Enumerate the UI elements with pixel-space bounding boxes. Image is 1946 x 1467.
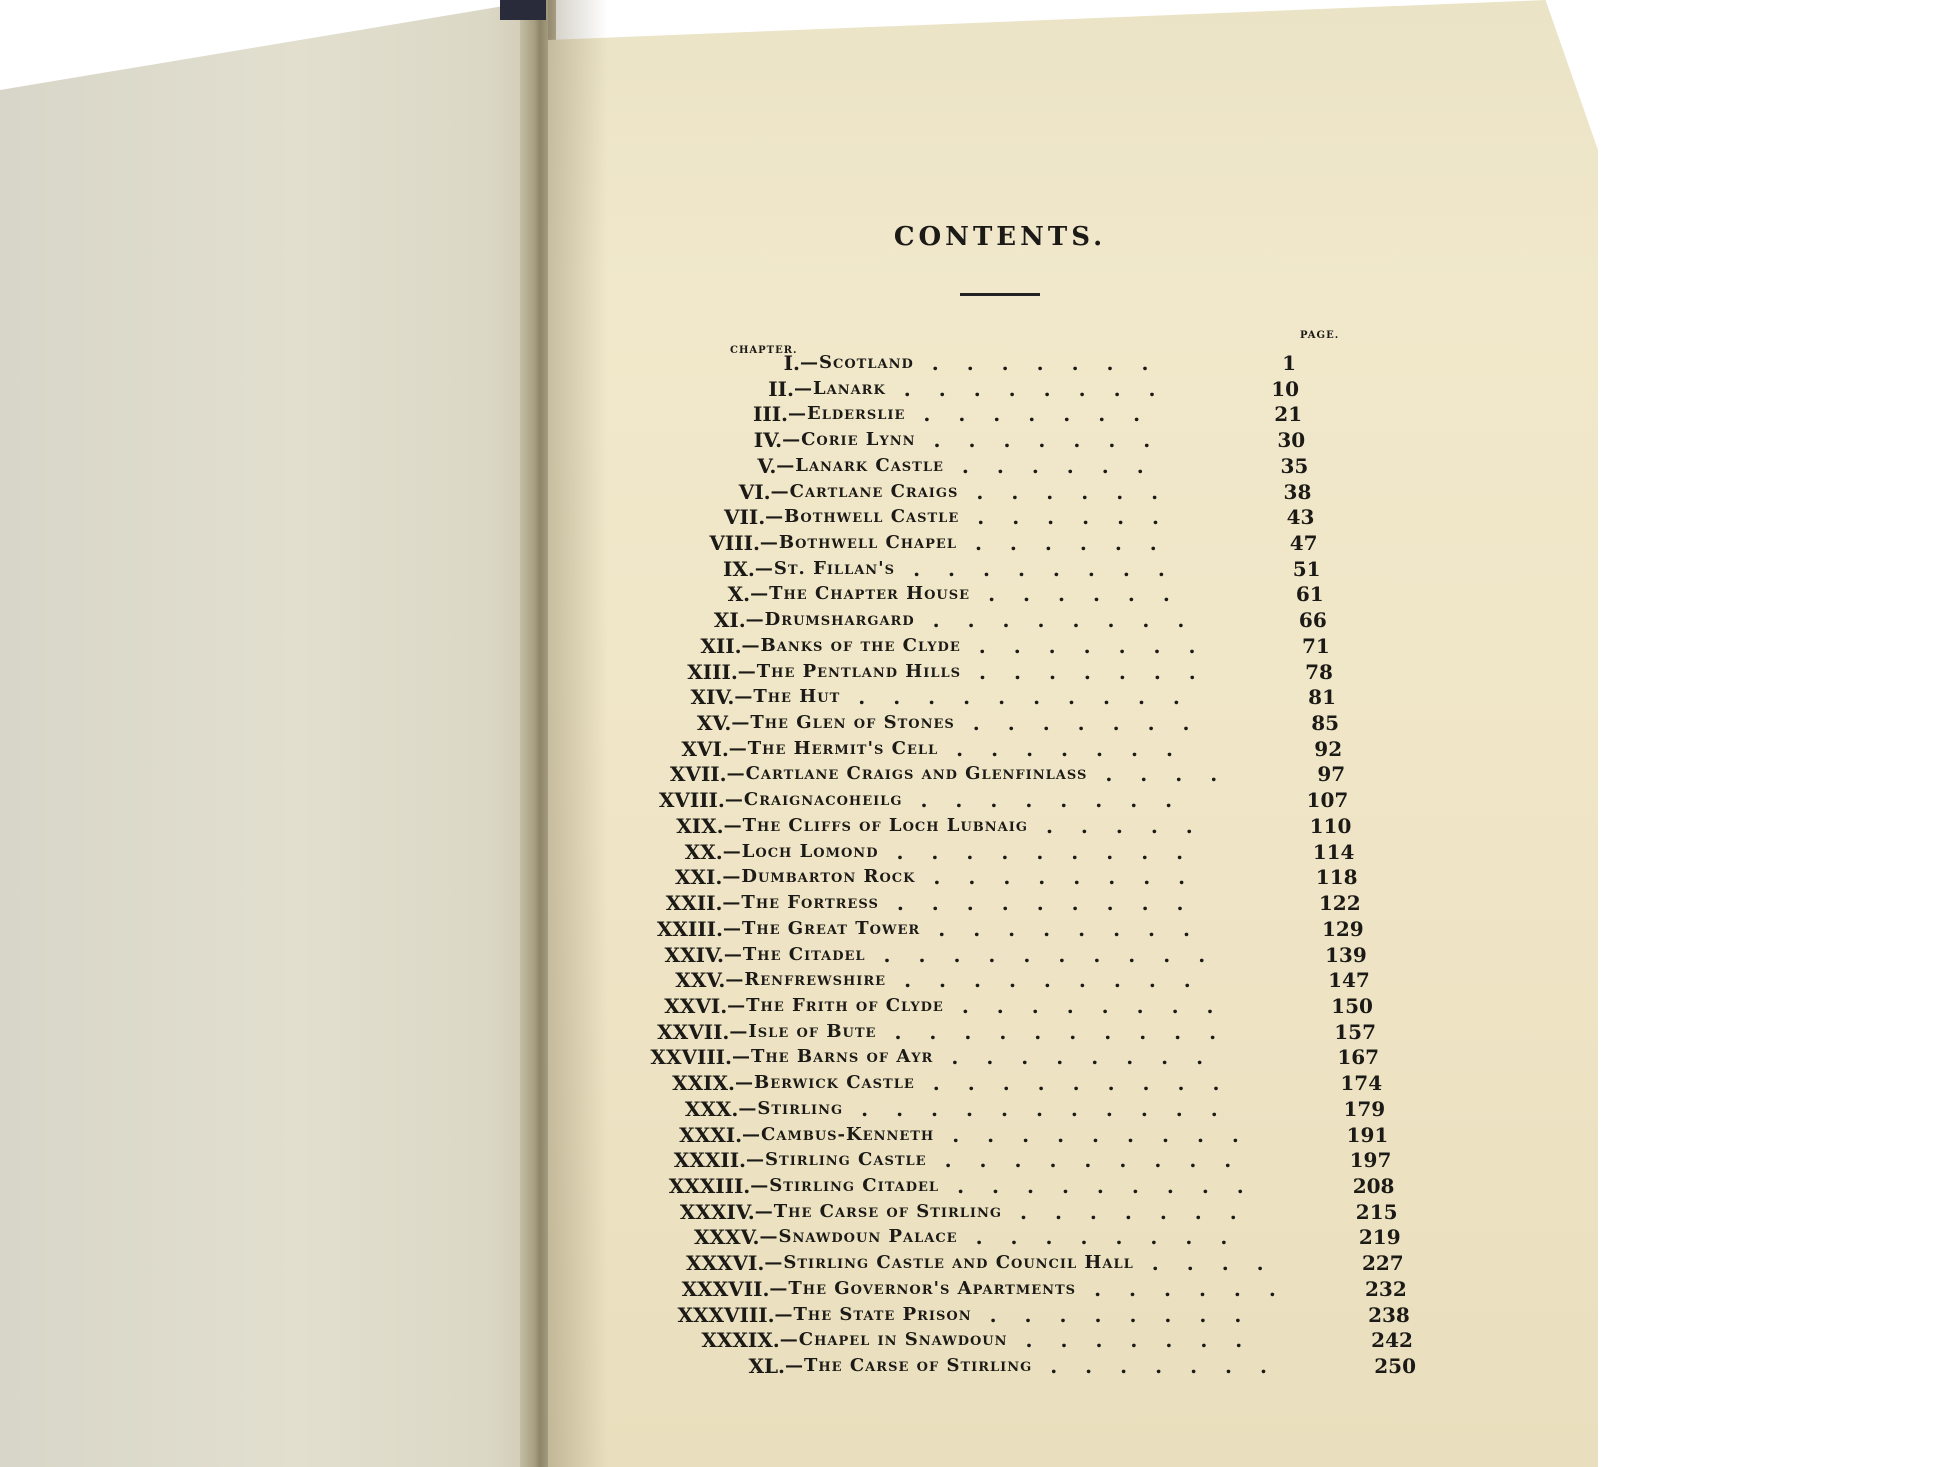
toc-entry (0, 1353, 1946, 1379)
chapter-number: XXXII. (673, 1148, 747, 1173)
page-number: 35 (1280, 453, 1309, 478)
toc-entry (0, 761, 1946, 787)
page-number: 219 (1358, 1225, 1401, 1250)
toc-entry (0, 1302, 1946, 1328)
chapter-number: XXVI. (664, 993, 728, 1018)
chapter-title: —Stirling (738, 1097, 844, 1119)
page-number: 227 (1361, 1251, 1404, 1276)
page-number: 197 (1349, 1148, 1392, 1173)
toc-entry (0, 376, 1946, 402)
chapter-number: XXV. (675, 968, 726, 993)
toc-entry (0, 787, 1946, 813)
toc-entry (0, 813, 1946, 839)
toc-entry (0, 479, 1946, 505)
page-number: 242 (1371, 1328, 1413, 1353)
toc-entry (0, 1224, 1946, 1250)
page-number: 81 (1308, 685, 1336, 710)
chapter-number: XVII. (669, 762, 727, 787)
chapter-number: IV. (753, 428, 783, 453)
chapter-title: —Lanark (793, 377, 886, 399)
page-number: 191 (1346, 1122, 1389, 1147)
leader-dots: ...... (988, 582, 1198, 607)
chapter-title: —The Hermit's Cell (728, 737, 939, 759)
chapter-number: II. (768, 376, 794, 401)
page-number: 107 (1306, 788, 1349, 813)
chapter-number: XXXV. (693, 1225, 760, 1250)
chapter-title: —Berwick Castle (735, 1072, 915, 1094)
toc-entry (0, 916, 1946, 942)
toc-entry (0, 401, 1946, 427)
chapter-number: XXXIII. (668, 1173, 751, 1198)
toc-entry (0, 1199, 1946, 1225)
page-number: 174 (1340, 1071, 1383, 1096)
chapter-title: —St. Fillan's (754, 557, 896, 579)
chapter-number: XXIV. (664, 942, 724, 967)
chapter-number: XXXVI. (685, 1251, 765, 1276)
toc-entry (0, 1250, 1946, 1276)
page-number: 71 (1302, 633, 1330, 658)
chapter-number: VIII. (709, 531, 760, 556)
leader-dots: ....... (956, 736, 1201, 761)
toc-entry (0, 607, 1946, 633)
leader-dots: ......... (952, 1122, 1267, 1147)
chapter-title: —Stirling Castle and Council Hall (764, 1252, 1134, 1274)
chapter-number: VII. (723, 505, 766, 530)
chapter-number: XXVII. (657, 1019, 730, 1044)
leader-dots: ....... (923, 402, 1169, 427)
chapter-title: —Chapel in Snawdoun (779, 1329, 1008, 1351)
page-column-header: PAGE. (1300, 330, 1340, 341)
chapter-number: V. (757, 453, 777, 478)
chapter-title: —Lanark Castle (776, 454, 944, 476)
page-number: 66 (1298, 608, 1327, 633)
page-number: 1 (1282, 351, 1296, 375)
chapter-number: XXI. (675, 865, 723, 890)
chapter-number: XV. (696, 711, 732, 736)
chapter-number: XIII. (687, 659, 738, 684)
chapter-number: XXXIV. (679, 1199, 755, 1224)
leader-dots: ........... (861, 1096, 1246, 1121)
leader-dots: ...... (1094, 1276, 1304, 1301)
chapter-title: —The Citadel (723, 943, 866, 965)
leader-dots: ....... (972, 711, 1218, 736)
toc-entry (0, 1173, 1946, 1199)
chapter-title: —Snawdoun Palace (759, 1226, 958, 1248)
page-number: 47 (1289, 531, 1318, 556)
chapter-number: XII. (700, 633, 742, 658)
chapter-title: —Cartlane Craigs (770, 480, 959, 502)
page-number: 78 (1305, 659, 1333, 684)
chapter-title: —Dumbarton Rock (722, 866, 916, 888)
page-number: 118 (1315, 865, 1358, 890)
leader-dots: ..... (1045, 813, 1221, 838)
chapter-title: —The Glen of Stones (731, 712, 955, 734)
page-number: 92 (1314, 736, 1343, 761)
leader-dots: ....... (979, 659, 1224, 684)
chapter-title: —Banks of the Clyde (741, 634, 961, 656)
toc-entry (0, 453, 1946, 479)
leader-dots: ........ (933, 865, 1214, 890)
chapter-number: XX. (684, 839, 723, 864)
page-number: 21 (1274, 402, 1303, 427)
toc-entry (0, 427, 1946, 453)
chapter-number: XVIII. (658, 788, 725, 813)
page-number: 215 (1355, 1199, 1398, 1224)
chapter-title: —Isle of Bute (729, 1020, 877, 1042)
chapter-title: —The Carse of Stirling (754, 1200, 1002, 1222)
toc-entry (0, 1070, 1946, 1096)
leader-dots: ......... (896, 839, 1212, 864)
toc-entry (0, 1122, 1946, 1148)
toc-entry (0, 736, 1946, 762)
page-number: 139 (1325, 942, 1367, 967)
chapter-title: —The Chapter House (750, 583, 971, 605)
chapter-title: —Stirling Citadel (750, 1174, 940, 1196)
chapter-number: XL. (748, 1354, 785, 1378)
page-number: 238 (1368, 1302, 1410, 1327)
chapter-number: XXXIX. (701, 1328, 780, 1353)
page-number: 110 (1309, 813, 1352, 838)
chapter-title: —The Barns of Ayr (732, 1046, 934, 1068)
toc-entry (0, 967, 1946, 993)
toc-entry (0, 504, 1946, 530)
leader-dots: ........ (913, 556, 1193, 581)
chapter-title: —The Fortress (722, 892, 879, 914)
leader-dots: ........ (903, 376, 1184, 401)
chapter-title: —Drumshargard (745, 609, 915, 631)
toc-entry (0, 1276, 1946, 1302)
toc-entry (0, 1019, 1946, 1045)
toc-entry (0, 839, 1946, 865)
leader-dots: ....... (1025, 1328, 1271, 1353)
page-number: 114 (1312, 839, 1355, 864)
chapter-title: —Cambus-Kenneth (742, 1123, 935, 1145)
chapter-title: —Corie Lynn (782, 429, 916, 451)
page-number: 122 (1318, 891, 1361, 916)
leader-dots: .... (1105, 762, 1246, 787)
page-title: CONTENTS. (893, 222, 1107, 252)
page-number: 43 (1286, 505, 1315, 530)
chapter-number: XXIX. (672, 1071, 736, 1096)
chapter-number: XXVIII. (650, 1045, 733, 1070)
leader-dots: .......... (858, 685, 1208, 710)
leader-dots: ......... (944, 1148, 1260, 1173)
leader-dots: .......... (894, 1019, 1245, 1044)
toc-entry (0, 581, 1946, 607)
chapter-number: XIX. (676, 813, 724, 838)
toc-entry (0, 942, 1946, 968)
toc-entry (0, 864, 1946, 890)
leader-dots: ........ (989, 1302, 1270, 1327)
chapter-number: XI. (713, 608, 746, 633)
leader-dots: ....... (978, 633, 1224, 658)
chapter-number: I. (783, 351, 800, 375)
chapter-title: —Bothwell Chapel (759, 532, 957, 554)
toc-entry (0, 993, 1946, 1019)
page-number: 147 (1328, 968, 1370, 993)
page-number: 150 (1331, 993, 1373, 1018)
chapter-number: XXXVII. (681, 1276, 770, 1301)
page-number: 167 (1337, 1045, 1380, 1070)
chapter-number: XXXI. (679, 1122, 743, 1147)
chapter-title: —Elderslie (788, 403, 906, 425)
leader-dots: ......... (957, 1173, 1272, 1198)
page-number: 179 (1343, 1096, 1386, 1121)
page-number: 38 (1283, 479, 1312, 504)
chapter-number: XXXVIII. (677, 1302, 775, 1327)
leader-dots: ........ (951, 1045, 1232, 1070)
chapter-title: —The Carse of Stirling (785, 1355, 1033, 1376)
chapter-title: —The Great Tower (722, 917, 921, 939)
chapter-number: XIV. (690, 685, 735, 710)
chapter-title: —Renfrewshire (725, 969, 887, 991)
title-rule (960, 293, 1040, 296)
leader-dots: .... (1151, 1251, 1292, 1276)
page-number: 85 (1311, 711, 1340, 736)
page-number: 97 (1317, 762, 1346, 787)
chapter-title: —Loch Lomond (722, 840, 879, 862)
chapter-number: XXIII. (656, 916, 723, 941)
leader-dots: ........ (938, 916, 1218, 941)
toc-entry (0, 556, 1946, 582)
chapter-title: —The Hut (734, 686, 841, 708)
chapter-number: XXII. (665, 891, 723, 916)
page-number: 51 (1292, 556, 1321, 581)
page-number: 30 (1277, 428, 1306, 453)
toc-entry (0, 684, 1946, 710)
leader-dots: ....... (1019, 1199, 1265, 1224)
leader-dots: ...... (974, 531, 1185, 556)
chapter-title: —The Frith of Clyde (727, 994, 944, 1016)
chapter-column-header: CHAPTER. (730, 345, 798, 356)
chapter-number: X. (727, 582, 751, 607)
page-number: 129 (1321, 916, 1364, 941)
chapter-title: —The Cliffs of Loch Lubnaig (723, 814, 1028, 836)
leader-dots: ....... (931, 351, 1177, 375)
chapter-title: —Stirling Castle (746, 1149, 927, 1171)
chapter-title: —Cartlane Craigs and Glenfinlass (726, 763, 1088, 785)
toc-entry (0, 633, 1946, 659)
leader-dots: ...... (961, 453, 1172, 478)
chapter-number: XXX. (684, 1096, 739, 1121)
toc-entry (0, 530, 1946, 556)
toc-entry (0, 350, 1946, 376)
page-number: 250 (1374, 1354, 1416, 1378)
page-number: 232 (1365, 1276, 1407, 1301)
leader-dots: ........ (932, 608, 1213, 633)
chapter-title: —Scotland (800, 352, 914, 373)
leader-dots: ........ (975, 1225, 1256, 1250)
page-number: 157 (1334, 1019, 1376, 1044)
chapter-title: —The State Prison (774, 1303, 972, 1325)
page-number: 208 (1352, 1173, 1395, 1198)
leader-dots: ......... (904, 968, 1219, 993)
page-number: 61 (1295, 582, 1324, 607)
toc-entry (0, 659, 1946, 685)
leader-dots: ......... (896, 891, 1212, 916)
chapter-title: —Craignacoheilg (724, 789, 903, 811)
leader-dots: ......... (932, 1071, 1248, 1096)
toc-entry (0, 710, 1946, 736)
toc-entry (0, 1147, 1946, 1173)
leader-dots: ...... (977, 505, 1188, 530)
chapter-number: VI. (738, 479, 771, 504)
chapter-number: III. (752, 402, 789, 427)
leader-dots: ....... (1050, 1354, 1295, 1378)
toc-entry (0, 1096, 1946, 1122)
toc-entry (0, 1327, 1946, 1353)
leader-dots: ...... (976, 479, 1187, 504)
toc-entry (0, 890, 1946, 916)
leader-dots: ........ (920, 788, 1201, 813)
chapter-title: —The Pentland Hills (737, 660, 962, 682)
chapter-title: —The Governor's Apartments (769, 1277, 1077, 1299)
page-number: 10 (1271, 376, 1300, 401)
leader-dots: ....... (933, 428, 1179, 453)
chapter-number: XVI. (681, 736, 729, 761)
leader-dots: ........ (961, 993, 1242, 1018)
chapter-title: —Bothwell Castle (765, 506, 960, 528)
toc-entry (0, 1044, 1946, 1070)
chapter-number: IX. (723, 556, 755, 581)
leader-dots: .......... (883, 942, 1234, 967)
